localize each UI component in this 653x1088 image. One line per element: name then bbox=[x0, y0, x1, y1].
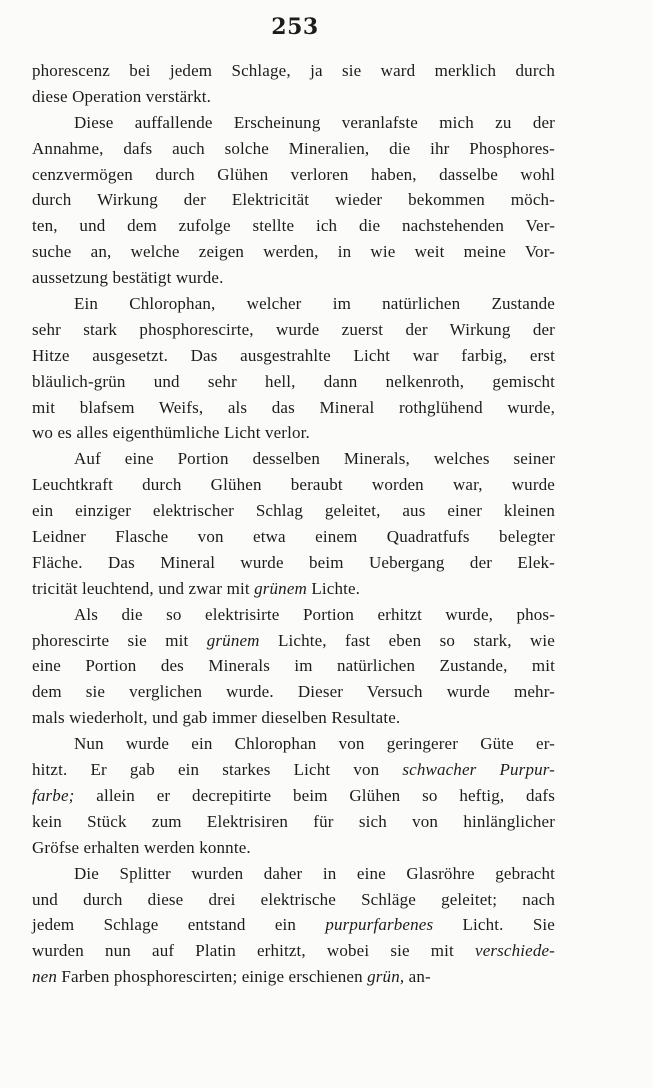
text-line bbox=[32, 213, 555, 239]
text-segment: Als die so elektrisirte Portion erhitzt wurde, phos- bbox=[74, 604, 555, 624]
text-segment: bläulich-grün und sehr hell, dann nelkenroth, gemischt bbox=[32, 371, 555, 391]
text-segment: Ein Chlorophan, welcher im natürlichen Zustande bbox=[74, 294, 555, 314]
text-line bbox=[32, 136, 555, 162]
italic-text: verschiede- bbox=[475, 941, 555, 961]
text-line bbox=[32, 524, 555, 550]
text-line bbox=[32, 731, 555, 757]
text-segment: allein er decrepitirte beim Glühen so heftig, dafs bbox=[74, 785, 555, 805]
italic-text: grün, bbox=[367, 967, 405, 987]
text-segment: suche an, welche zeigen werden, in wie weit meine Vor- bbox=[32, 242, 555, 262]
text-segment: Farben phosphorescirten; einige erschienen bbox=[57, 967, 368, 987]
text-segment: und durch diese drei elektrische Schläge geleitet; nach bbox=[32, 889, 555, 909]
text-segment: Gröfse erhalten werden konnte. bbox=[32, 837, 251, 857]
text-segment: eine Portion des Minerals im natürlichen Zustande, mit bbox=[32, 656, 555, 676]
text-segment: Nun wurde ein Chlorophan von geringerer Güte er- bbox=[74, 734, 555, 754]
text-segment: Hitze ausgesetzt. Das ausgestrahlte Licht war farbig, erst bbox=[32, 345, 555, 365]
text-segment: phorescenz bei jedem Schlage, ja sie ward merklich durch bbox=[32, 61, 555, 80]
text-line bbox=[32, 58, 555, 84]
text-line bbox=[32, 628, 555, 654]
text-segment: ten, und dem zufolge stellte ich die nachstehenden Ver- bbox=[32, 216, 555, 236]
text-segment: diese Operation verstärkt. bbox=[32, 86, 212, 106]
text-segment: dem sie verglichen wurde. Dieser Versuch wurde mehr- bbox=[32, 682, 555, 702]
text-line bbox=[32, 239, 555, 265]
text-line bbox=[32, 576, 555, 602]
italic-text: purpurfarbenes bbox=[325, 915, 434, 935]
text-line bbox=[32, 550, 555, 576]
text-line bbox=[32, 809, 555, 835]
text-line bbox=[32, 861, 555, 887]
text-segment: durch Wirkung der Elektricität wieder bekommen möch- bbox=[32, 190, 555, 210]
text-line bbox=[32, 835, 555, 861]
text-line bbox=[32, 472, 555, 498]
text-segment: jedem Schlage entstand ein bbox=[32, 915, 326, 935]
text-segment: an- bbox=[404, 967, 431, 987]
text-line bbox=[32, 187, 555, 213]
text-segment: Auf eine Portion desselben Minerals, welches seiner bbox=[74, 449, 555, 469]
italic-text: grünem bbox=[206, 630, 260, 650]
text-line bbox=[32, 395, 555, 421]
page-text bbox=[32, 58, 555, 990]
text-segment: ein einziger elektrischer Schlag geleitet, aus einer kleinen bbox=[32, 501, 555, 521]
text-line bbox=[32, 265, 555, 291]
text-line bbox=[32, 162, 555, 188]
text-line bbox=[32, 369, 555, 395]
text-segment: phorescirte sie mit bbox=[32, 630, 207, 650]
page-number: 253 bbox=[271, 14, 319, 40]
text-segment: aussetzung bestätigt wurde. bbox=[32, 268, 224, 288]
text-line bbox=[32, 705, 555, 731]
text-line bbox=[32, 343, 555, 369]
text-line bbox=[32, 757, 555, 783]
text-line bbox=[32, 653, 555, 679]
text-line bbox=[32, 964, 555, 990]
text-segment: hitzt. Er gab ein starkes Licht von bbox=[32, 760, 403, 780]
italic-text: schwacher Purpur- bbox=[402, 760, 555, 780]
text-line bbox=[32, 912, 555, 938]
text-line bbox=[32, 446, 555, 472]
text-line bbox=[32, 317, 555, 343]
text-segment: wo es alles eigenthümliche Licht verlor. bbox=[32, 423, 310, 443]
text-line bbox=[32, 420, 555, 446]
text-line bbox=[32, 110, 555, 136]
text-segment: Die Splitter wurden daher in eine Glasröhre gebracht bbox=[74, 863, 555, 883]
text-segment: cenzvermögen durch Glühen verloren haben, dasselbe wohl bbox=[32, 164, 555, 184]
text-line bbox=[32, 602, 555, 628]
text-segment: mals wiederholt, und gab immer dieselben Resultate. bbox=[32, 708, 401, 728]
text-segment: Annahme, dafs auch solche Mineralien, die ihr Phosphores- bbox=[32, 138, 555, 158]
text-line bbox=[32, 938, 555, 964]
text-segment: kein Stück zum Elektrisiren für sich von hinlänglicher bbox=[32, 811, 555, 831]
text-line bbox=[32, 887, 555, 913]
text-line bbox=[32, 783, 555, 809]
text-segment: Lichte, fast eben so stark, wie bbox=[259, 630, 555, 650]
italic-text: farbe; bbox=[32, 785, 75, 805]
text-line bbox=[32, 84, 555, 110]
text-segment: wurden nun auf Platin erhitzt, wobei sie mit bbox=[32, 941, 475, 961]
text-segment: Diese auffallende Erscheinung veranlafste mich zu der bbox=[74, 112, 555, 132]
italic-text: nen bbox=[32, 967, 57, 987]
text-segment: sehr stark phosphorescirte, wurde zuerst der Wirkung der bbox=[32, 319, 555, 339]
text-line bbox=[32, 498, 555, 524]
text-line bbox=[32, 291, 555, 317]
italic-text: grünem bbox=[254, 578, 307, 598]
text-line bbox=[32, 679, 555, 705]
text-segment: Leuchtkraft durch Glühen beraubt worden war, wurde bbox=[32, 475, 555, 495]
text-segment: Fläche. Das Mineral wurde beim Uebergang der Elek- bbox=[32, 552, 555, 572]
text-segment: mit blafsem Weifs, als das Mineral rothglühend wurde, bbox=[32, 397, 555, 417]
text-segment: Lichte. bbox=[306, 578, 361, 598]
text-segment: tricität leuchtend, und zwar mit bbox=[32, 578, 255, 598]
text-segment: Licht. Sie bbox=[433, 915, 555, 935]
text-segment: Leidner Flasche von etwa einem Quadratfufs belegter bbox=[32, 527, 555, 547]
